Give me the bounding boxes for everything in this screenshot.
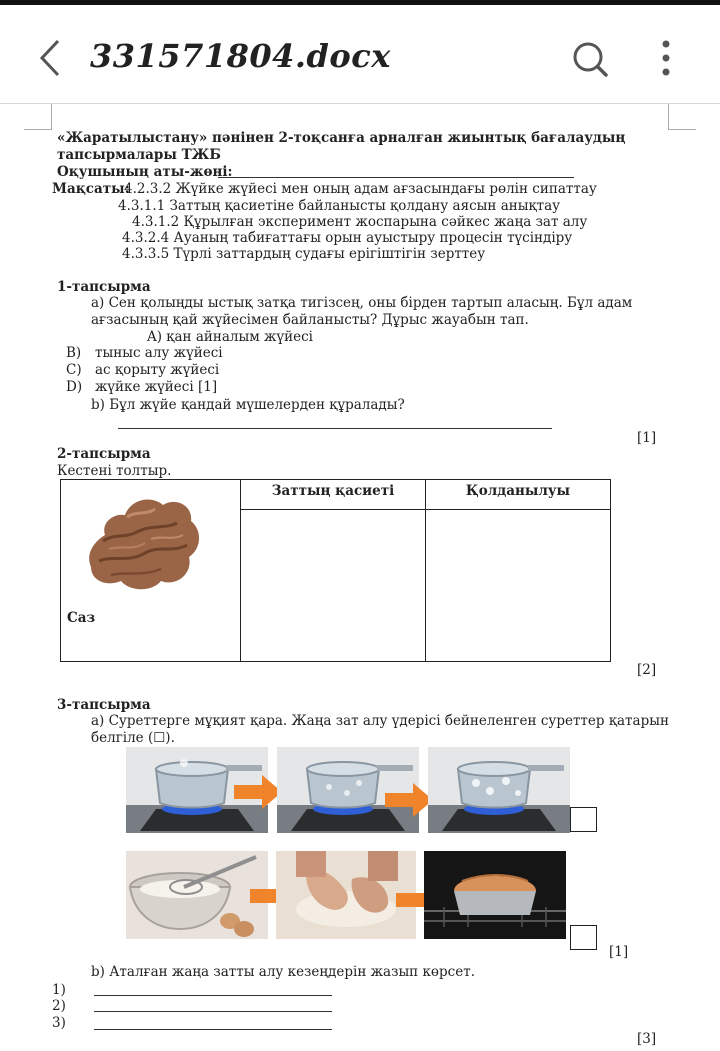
app-bar (0, 0, 720, 104)
task2-title: 2-тапсырма (57, 446, 151, 462)
task3-mark-a: [1] (609, 944, 629, 960)
task1-option-letter: C) (66, 362, 82, 378)
goal-item: 4.3.3.5 Түрлі заттардың судағы ерігіштігін зерттеу (122, 246, 486, 262)
answer-line (94, 995, 332, 996)
search-icon[interactable] (570, 39, 610, 79)
task1-option-a: A) қан айналым жүйесі (147, 329, 313, 345)
task1-title: 1-тапсырма (57, 279, 151, 295)
page-crop-mark (24, 104, 52, 130)
task1-question-a: ағзасының қай жүйесімен байланысты? Дұрыс жауабын тап. (91, 312, 529, 328)
photo-boiling-pot-3 (428, 747, 570, 833)
chevron-left-icon[interactable] (34, 38, 68, 78)
arrow-right-icon (234, 775, 282, 809)
task1-option-letter: D) (66, 379, 83, 395)
answer-line (94, 1011, 332, 1012)
student-name-label: Оқушының аты-жөні: (57, 164, 233, 180)
goal-item: 4.2.3.2 Жүйке жүйесі мен оның адам ағзасындағы рөлін сипаттау (124, 181, 597, 197)
task1-option-letter: B) (66, 345, 82, 361)
column-header-property: Заттың қасиеті (241, 480, 426, 510)
photo-kneading-dough (276, 851, 416, 939)
task1-option-b: тыныс алу жүйесі (95, 345, 223, 361)
task3-title: 3-тапсырма (57, 697, 151, 713)
goal-item: 4.3.2.4 Ауаның табиғаттағы орын ауыстыру процесін түсіндіру (122, 230, 573, 246)
task2-mark: [2] (637, 662, 657, 678)
step-number: 3) (52, 1015, 66, 1031)
answer-checkbox-row1[interactable] (570, 807, 597, 832)
column-header-usage: Қолданылуы (426, 480, 611, 510)
photo-bread-oven (424, 851, 566, 939)
clay-label: Саз (67, 610, 96, 626)
task2-instruction: Кестені толтыр. (57, 463, 172, 479)
task1-option-c: ас қорыту жүйесі (95, 362, 220, 378)
task1-mark: [1] (637, 430, 657, 446)
task1-question-a: а) Сен қолыңды ыстық затқа тигізсең, оны бірден тартып аласың. Бұл адам (91, 295, 633, 311)
task3-mark-b: [3] (637, 1031, 657, 1047)
usage-answer-cell[interactable] (426, 510, 611, 662)
answer-line (118, 428, 552, 429)
student-name-line (218, 177, 574, 178)
answer-checkbox-row2[interactable] (570, 925, 597, 950)
doc-heading: «Жаратылыстану» пәнінен 2-тоқсанға арналған жиынтық бағалаудың (57, 130, 626, 146)
arrow-right-icon (385, 783, 433, 817)
step-number: 2) (52, 998, 66, 1014)
goals-label: Мақсаты: (52, 181, 130, 197)
goal-item: 4.3.1.1 Заттың қасиетіне байланысты қолдану аясын анықтау (118, 198, 561, 214)
property-answer-cell[interactable] (241, 510, 426, 662)
task1-question-b: b) Бұл жүйе қандай мүшелерден құралады? (91, 397, 405, 413)
task3-question-a: а) Суреттерге мұқият қара. Жаңа зат алу үдерісі бейнеленген суреттер қатарын (91, 713, 669, 729)
goal-item: 4.3.1.2 Құрылған эксперимент жоспарына сәйкес жаңа зат алу (132, 214, 588, 230)
clay-cell (61, 480, 241, 662)
photo-mixing-bowl (126, 851, 268, 939)
more-vert-icon[interactable] (652, 37, 680, 81)
step-number: 1) (52, 982, 66, 998)
answer-line (94, 1029, 332, 1030)
task1-option-d: жүйке жүйесі [1] (95, 379, 218, 395)
doc-heading: тапсырмалары ТЖБ (57, 147, 221, 163)
task3-question-a: белгіле (☐). (91, 730, 175, 746)
page-crop-mark (668, 104, 696, 130)
document-title: 331571804.docx (90, 37, 391, 75)
properties-table (60, 479, 611, 662)
task3-question-b: b) Аталған жаңа затты алу кезеңдерін жазып көрсет. (91, 964, 475, 980)
clay-image (81, 483, 205, 595)
